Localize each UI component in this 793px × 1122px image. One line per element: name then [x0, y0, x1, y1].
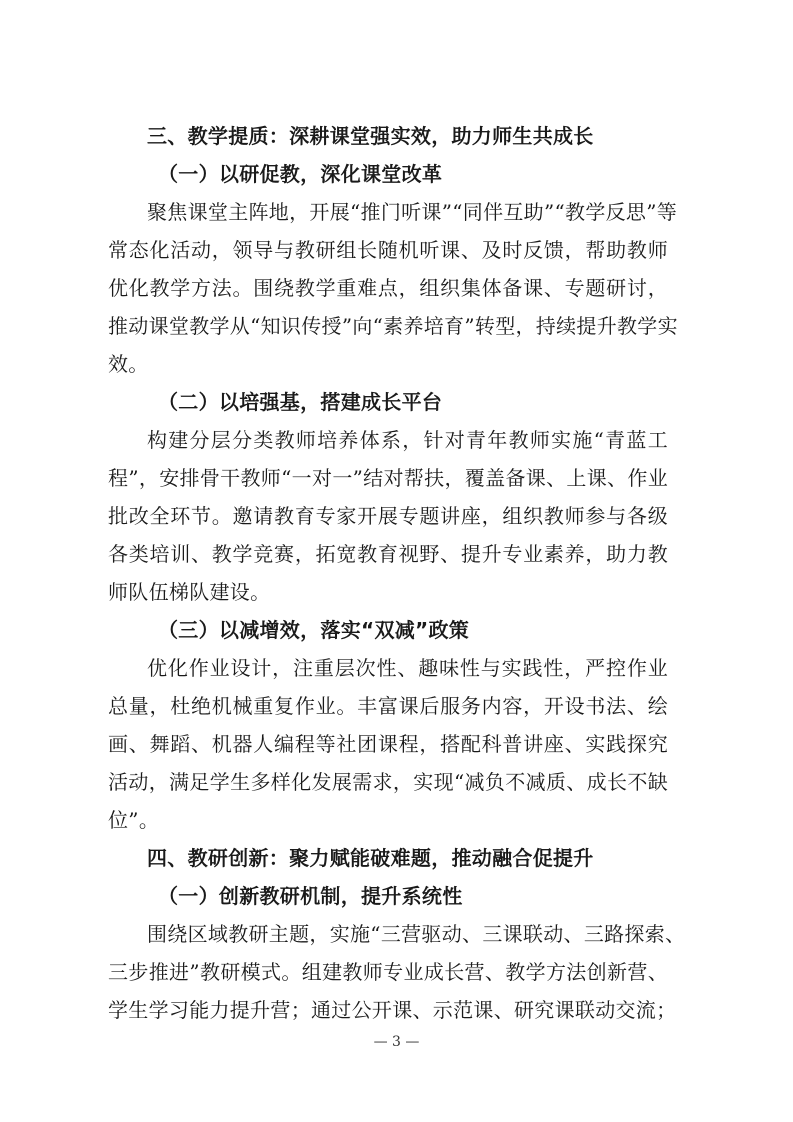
paragraph-line: 批改全环节。邀请教育专家开展专题讲座，组织教师参与各级 [108, 504, 668, 528]
subsection-title: （二）以培强基，搭建成长平台 [158, 390, 443, 414]
paragraph-line: 常态化活动，领导与教研组长随机听课、及时反馈，帮助教师 [108, 238, 668, 262]
paragraph-line: 效。 [108, 352, 149, 376]
paragraph-line: 总量，杜绝机械重复作业。丰富课后服务内容，开设书法、绘 [108, 694, 668, 718]
paragraph-line: 各类培训、教学竞赛，拓宽教育视野、提升专业素养，助力教 [108, 542, 668, 566]
paragraph-line: 师队伍梯队建设。 [108, 580, 271, 604]
paragraph-line: 优化作业设计，注重层次性、趣味性与实践性，严控作业 [147, 656, 668, 680]
section-heading: 四、教研创新：聚力赋能破难题，推动融合促提升 [147, 846, 594, 870]
page-number: — 3 — [373, 1034, 420, 1050]
subsection-title: （一）以研促教，深化课堂改革 [158, 162, 443, 186]
paragraph-line: 围绕区域教研主题，实施“三营驱动、三课联动、三路探索、 [147, 922, 686, 946]
paragraph-line: 三步推进”教研模式。组建教师专业成长营、教学方法创新营、 [108, 960, 668, 984]
paragraph-line: 构建分层分类教师培养体系，针对青年教师实施“青蓝工 [147, 428, 668, 452]
subsection-title: （三）以减增效，落实“双减”政策 [158, 618, 470, 642]
paragraph-line: 优化教学方法。围绕教学重难点，组织集体备课、专题研讨， [108, 276, 668, 300]
paragraph-line: 学生学习能力提升营；通过公开课、示范课、研究课联动交流； [108, 998, 677, 1022]
paragraph-line: 聚焦课堂主阵地，开展“推门听课”“同伴互助”“教学反思”等 [147, 200, 678, 224]
paragraph-line: 活动，满足学生多样化发展需求，实现“减负不减质、成长不缺 [108, 770, 668, 794]
paragraph-line: 推动课堂教学从“知识传授”向“素养培育”转型，持续提升教学实 [108, 314, 678, 338]
paragraph-line: 程”，安排骨干教师“一对一”结对帮扶，覆盖备课、上课、作业 [108, 466, 668, 490]
subsection-title: （一）创新教研机制，提升系统性 [158, 884, 463, 908]
paragraph-line: 位”。 [108, 808, 160, 832]
section-heading: 三、教学提质：深耕课堂强实效，助力师生共成长 [147, 124, 594, 148]
paragraph-line: 画、舞蹈、机器人编程等社团课程，搭配科普讲座、实践探究 [108, 732, 668, 756]
